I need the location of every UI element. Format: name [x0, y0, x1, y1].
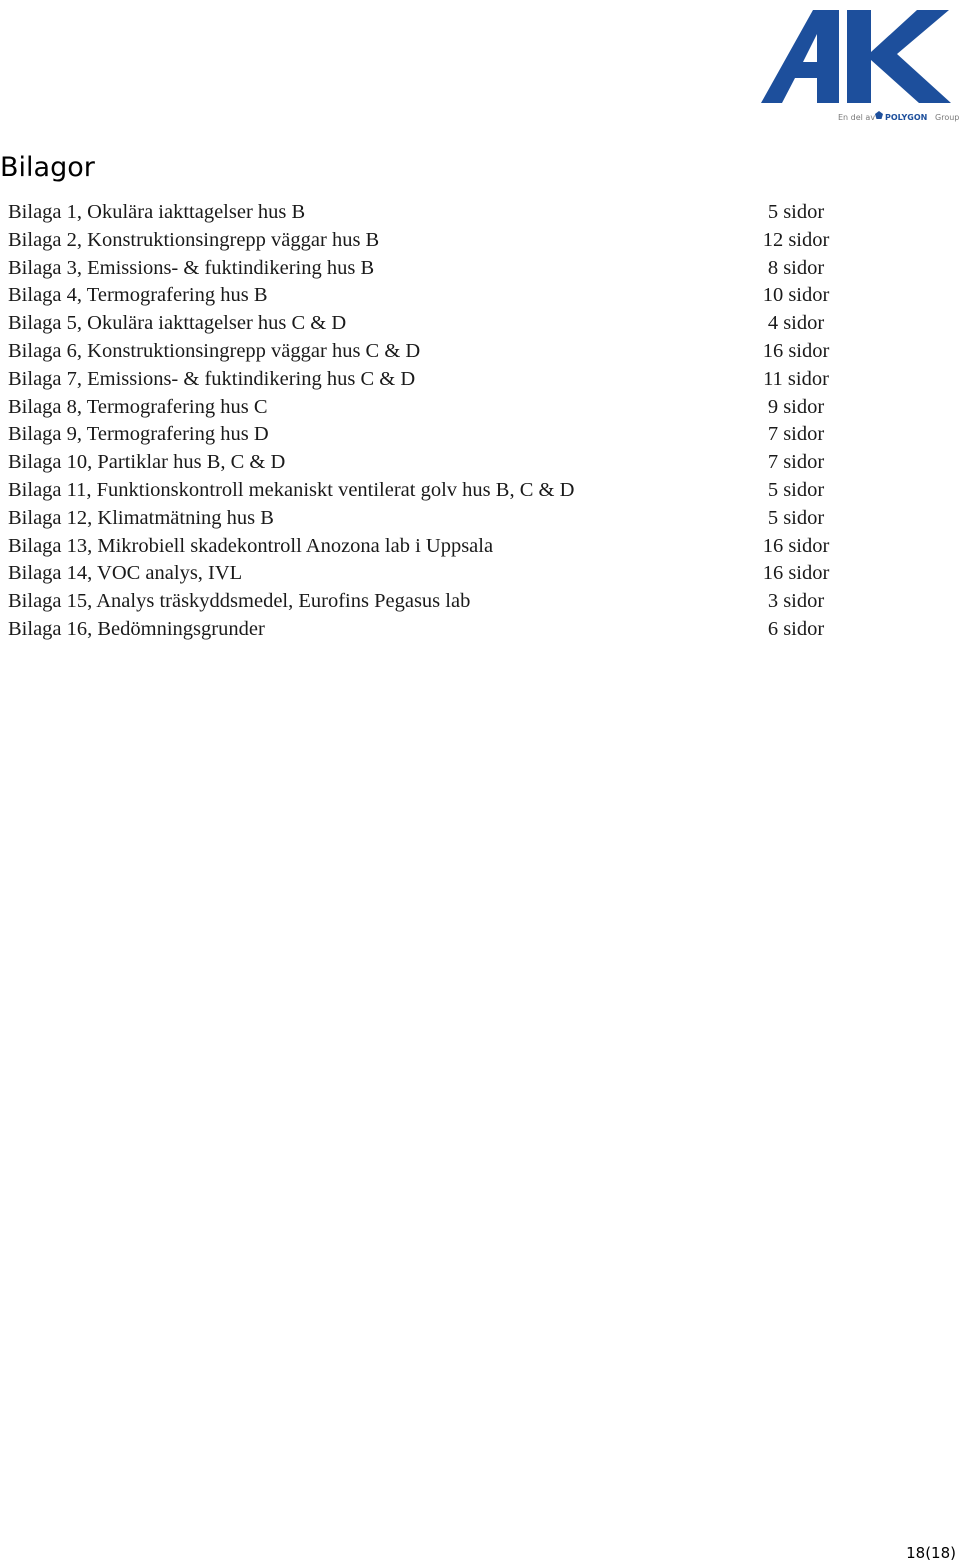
appendix-title: Bilaga 3, Emissions- & fuktindikering hus B: [8, 256, 375, 279]
appendix-row: [8, 477, 848, 505]
appendix-page-count: 9 sidor: [767, 395, 825, 418]
logo-letter-k: [847, 10, 951, 103]
appendix-title: Bilaga 4, Termografering hus B: [8, 284, 268, 307]
appendix-page-count: 5 sidor: [767, 201, 825, 223]
appendix-row: [8, 449, 848, 477]
appendix-title: Bilaga 2, Konstruktionsingrepp väggar hus B: [8, 228, 380, 251]
appendix-page-count: 7 sidor: [767, 451, 825, 474]
appendix-row: [8, 310, 848, 338]
appendix-title: Bilaga 12, Klimatmätning hus B: [8, 506, 274, 529]
appendix-title: Bilaga 13, Mikrobiell skadekontroll Anozona lab i Uppsala: [8, 534, 494, 557]
appendix-page-count: 4 sidor: [767, 312, 825, 335]
appendix-page-count: 16 sidor: [762, 534, 830, 557]
appendix-row: [8, 421, 848, 449]
ak-logo-mark: [755, 2, 960, 126]
appendix-page-count: 16 sidor: [762, 562, 830, 585]
appendix-row: [8, 338, 848, 366]
appendix-title: Bilaga 5, Okulära iakttagelser hus C & D: [8, 312, 347, 335]
appendix-page-count: 7 sidor: [767, 423, 825, 446]
appendix-page-count: 3 sidor: [767, 590, 825, 613]
page-heading: Bilagor: [0, 152, 95, 183]
appendix-title: Bilaga 16, Bedömningsgrunder: [8, 617, 265, 640]
appendix-title: Bilaga 8, Termografering hus C: [8, 395, 268, 418]
appendix-row: [8, 394, 848, 422]
appendix-row: [8, 227, 848, 255]
appendix-row: [8, 282, 848, 310]
appendix-title: Bilaga 10, Partiklar hus B, C & D: [8, 451, 286, 474]
appendix-page-count: 12 sidor: [762, 228, 830, 251]
company-logo: [755, 2, 960, 126]
polygon-symbol-icon: [875, 111, 883, 119]
appendix-page-count: 16 sidor: [762, 339, 830, 362]
logo-brand-suffix: Group: [935, 113, 960, 122]
appendix-title: Bilaga 7, Emissions- & fuktindikering hus C & D: [8, 367, 416, 390]
appendix-title: Bilaga 1, Okulära iakttagelser hus B: [8, 201, 306, 223]
logo-tagline: En del av: [838, 113, 876, 122]
appendix-title: Bilaga 6, Konstruktionsingrepp väggar hus C & D: [8, 339, 421, 362]
appendix-page-count: 5 sidor: [767, 478, 825, 501]
appendix-title: Bilaga 9, Termografering hus D: [8, 423, 269, 446]
logo-brand: POLYGON: [885, 113, 928, 122]
appendix-row: [8, 505, 848, 533]
logo-letter-a: [761, 10, 839, 103]
page-number: 18(18): [906, 1544, 956, 1562]
appendix-page-count: 11 sidor: [763, 367, 829, 390]
appendix-row: [8, 533, 848, 561]
appendix-row: [8, 588, 848, 616]
appendix-title: Bilaga 11, Funktionskontroll mekaniskt ventilerat golv hus B, C & D: [8, 478, 575, 501]
appendix-row: [8, 560, 848, 588]
appendix-row: [8, 366, 848, 394]
appendix-page-count: 5 sidor: [767, 506, 825, 529]
appendix-row: [8, 199, 848, 227]
appendix-title: Bilaga 15, Analys träskyddsmedel, Eurofins Pegasus lab: [8, 590, 471, 613]
appendix-page-count: 8 sidor: [767, 256, 825, 279]
appendix-list: [8, 199, 848, 644]
appendix-row: [8, 255, 848, 283]
appendix-title: Bilaga 14, VOC analys, IVL: [8, 562, 243, 585]
appendix-page-count: 6 sidor: [767, 617, 825, 640]
appendix-page-count: 10 sidor: [762, 284, 830, 307]
appendix-row: [8, 616, 848, 644]
